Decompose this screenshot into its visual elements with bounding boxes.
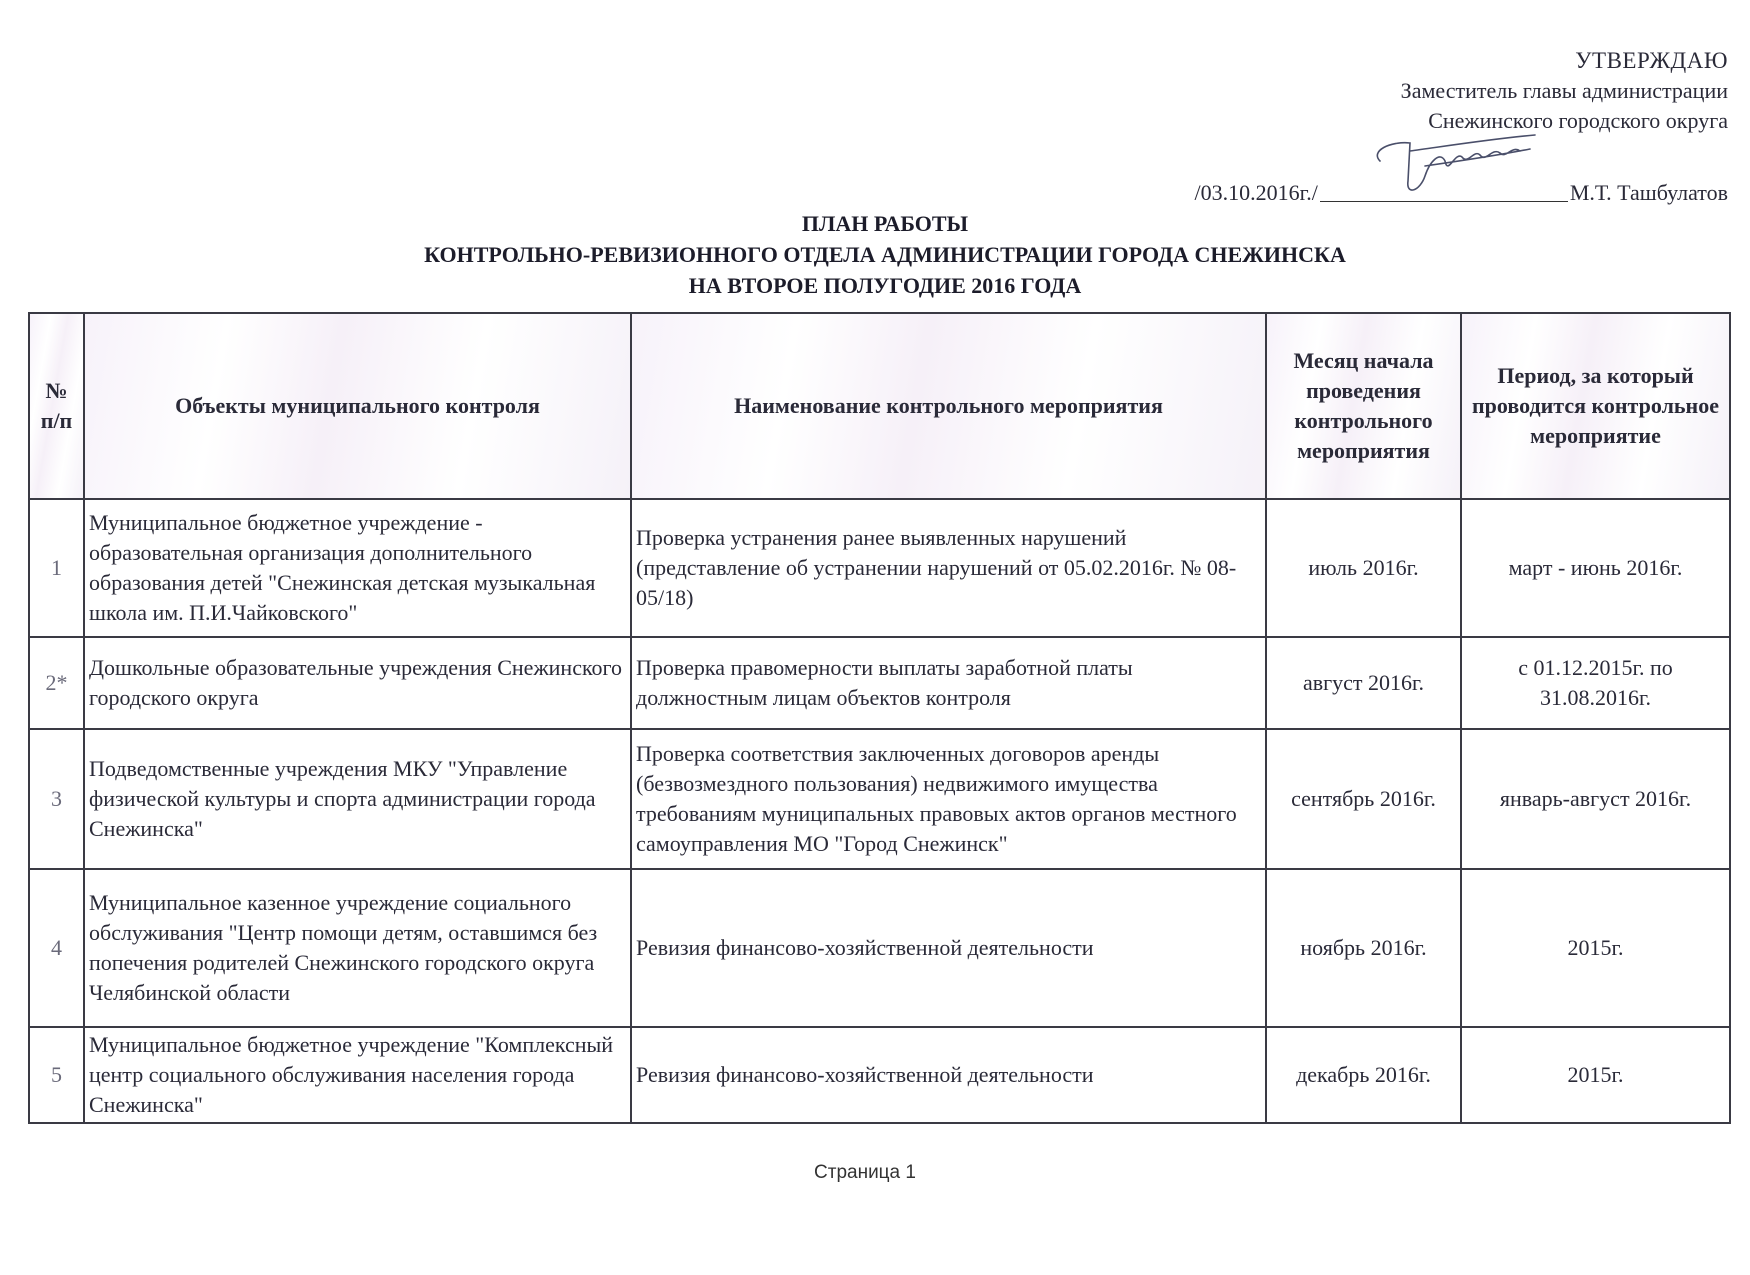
row-month: сентябрь 2016г. (1266, 729, 1461, 869)
table-row (29, 1027, 1730, 1123)
approval-organization: Снежинского городского округа (1428, 108, 1728, 133)
row-month: декабрь 2016г. (1266, 1027, 1461, 1123)
header-event: Наименование контрольного мероприятия (631, 313, 1266, 499)
row-object: Дошкольные образовательные учреждения Снежинского городского округа (84, 637, 631, 729)
row-event: Проверка соответствия заключенных договоров аренды (безвозмездного пользования) недвижимого имущества требованиям муниципальных правовых актов органов местного самоуправления МО "Город Снежинск" (631, 729, 1266, 869)
row-event: Ревизия финансово-хозяйственной деятельности (631, 1027, 1266, 1123)
row-event: Проверка правомерности выплаты заработной платы должностным лицам объектов контроля (631, 637, 1266, 729)
row-period: 2015г. (1461, 869, 1730, 1027)
header-num: № п/п (29, 313, 84, 499)
approval-position: Заместитель главы администрации (1400, 78, 1728, 103)
row-object: Муниципальное бюджетное учреждение - образовательная организация дополнительного образования детей "Снежинская детская музыкальная школа им. П.И.Чайковского" (84, 499, 631, 637)
row-month: август 2016г. (1266, 637, 1461, 729)
handwritten-signature (1350, 121, 1550, 201)
row-object: Муниципальное казенное учреждение социального обслуживания "Центр помощи детям, оставшимся без попечения родителей Снежинского городского округа Челябинской области (84, 869, 631, 1027)
row-month: ноябрь 2016г. (1266, 869, 1461, 1027)
table-header-row (29, 313, 1730, 499)
table-row (29, 869, 1730, 1027)
page-number: Страница 1 (814, 1162, 916, 1183)
title-line-1: ПЛАН РАБОТЫ (801, 211, 969, 236)
approval-date: /03.10.2016г./ (1194, 180, 1318, 205)
row-month: июль 2016г. (1266, 499, 1461, 637)
row-num: 2* (29, 637, 84, 729)
header-objects: Объекты муниципального контроля (84, 313, 631, 499)
row-event: Проверка устранения ранее выявленных нарушений (представление об устранении нарушений от 05.02.2016г. № 08-05/18) (631, 499, 1266, 637)
plan-table-container (28, 312, 1729, 1124)
title-line-2: КОНТРОЛЬНО-РЕВИЗИОННОГО ОТДЕЛА АДМИНИСТРАЦИИ ГОРОДА СНЕЖИНСКА (424, 242, 1346, 267)
signature-line (1195, 178, 1728, 208)
table-row (29, 637, 1730, 729)
table-row (29, 499, 1730, 637)
title-line-3: НА ВТОРОЕ ПОЛУГОДИЕ 2016 ГОДА (688, 273, 1082, 298)
document-title (0, 208, 1750, 301)
plan-table (28, 312, 1731, 1124)
approval-signer: М.Т. Ташбулатов (1569, 180, 1728, 205)
row-event: Ревизия финансово-хозяйственной деятельности (631, 869, 1266, 1027)
row-object: Подведомственные учреждения МКУ "Управление физической культуры и спорта администрации города Снежинска" (84, 729, 631, 869)
row-num: 4 (29, 869, 84, 1027)
header-month: Месяц начала проведения контрольного мероприятия (1266, 313, 1461, 499)
row-period: 2015г. (1461, 1027, 1730, 1123)
row-num: 5 (29, 1027, 84, 1123)
signature-blank (1320, 179, 1568, 202)
header-period: Период, за который проводится контрольное мероприятие (1461, 313, 1730, 499)
row-period: март - июнь 2016г. (1461, 499, 1730, 637)
row-period: с 01.12.2015г. по 31.08.2016г. (1461, 637, 1730, 729)
row-object: Муниципальное бюджетное учреждение "Комплексный центр социального обслуживания населения города Снежинска" (84, 1027, 631, 1123)
row-num: 1 (29, 499, 84, 637)
row-period: январь-август 2016г. (1461, 729, 1730, 869)
row-num: 3 (29, 729, 84, 869)
approval-title: УТВЕРЖДАЮ (1575, 48, 1728, 73)
table-row (29, 729, 1730, 869)
